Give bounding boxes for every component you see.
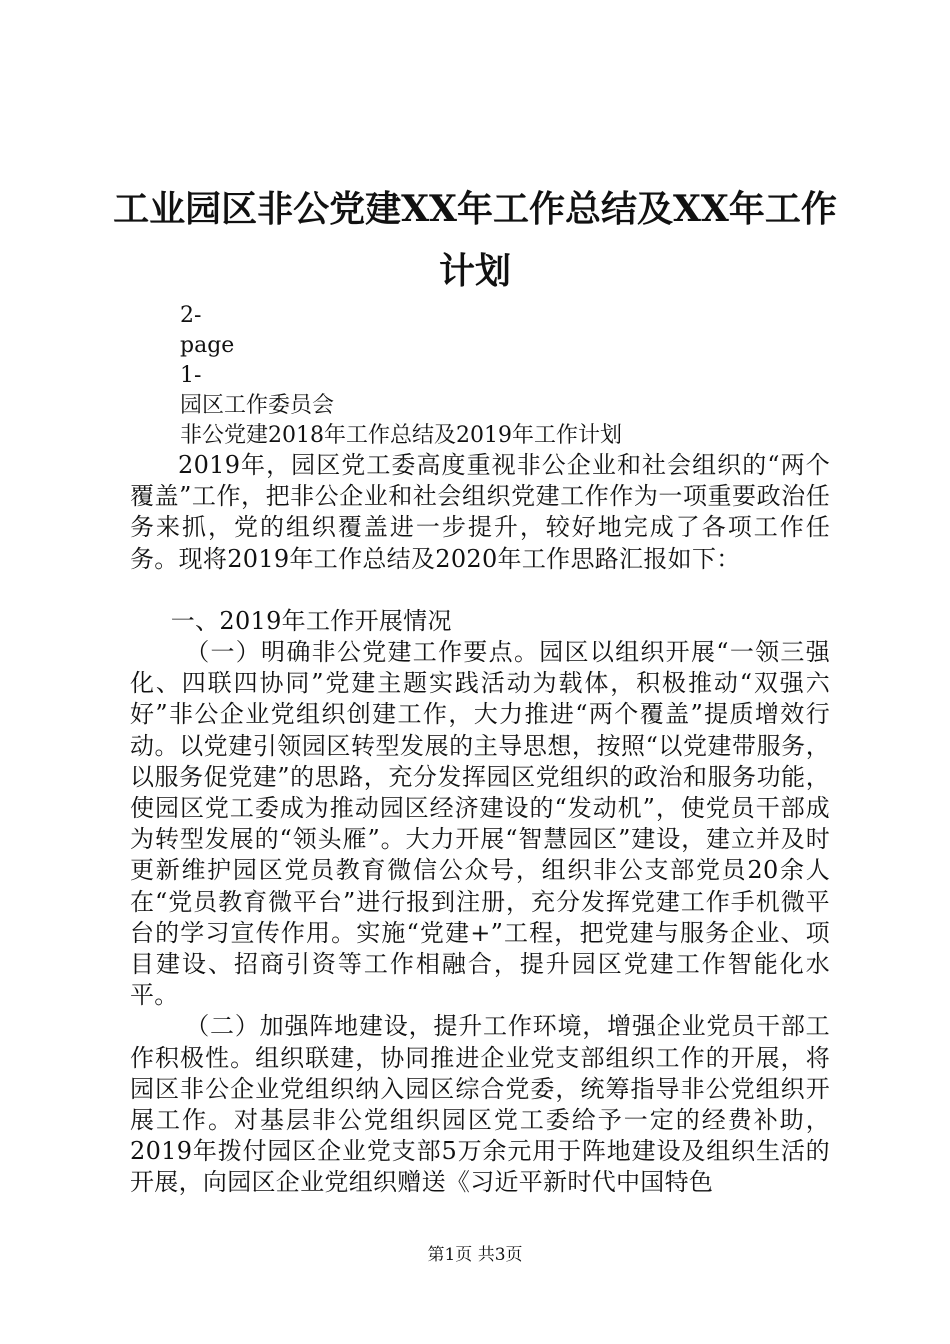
header-line-organization: 园区工作委员会 — [180, 393, 335, 418]
document-title — [0, 178, 950, 302]
header-line-page-number: 2- — [180, 303, 202, 328]
paragraph-intro: 2019年，园区党工委高度重视非公企业和社会组织的“两个覆盖”工作，把非公企业和社会组织党建工作作为一项重要政治任务来抓，党的组织覆盖进一步提升，较好地完成了各项工作任务。现将2019年工作总结及2020年工作思路汇报如下： — [130, 451, 830, 573]
paragraph-point-2: （二）加强阵地建设，提升工作环境，增强企业党员干部工作积极性。组织联建，协同推进企业党支部组织工作的开展，将园区非公企业党组织纳入园区综合党委，统筹指导非公党组织开展工作。对基层非公党组织园区党工委给予一定的经费补助，2019年拨付园区企业党支部5万余元用于阵地建设及组织生活的开展，向园区企业党组织赠送《习近平新时代中国特色 — [130, 1012, 830, 1197]
paragraph-point-1: （一）明确非公党建工作要点。园区以组织开展“一领三强化、四联四协同”党建主题实践活动为载体，积极推动“双强六好”非公企业党组织创建工作，大力推进“两个覆盖”提质增效行动。以党建引领园区转型发展的主导思想，按照“以党建带服务，以服务促党建”的思路，充分发挥园区党组织的政治和服务功能，使园区党工委成为推动园区经济建设的“发动机”，使党员干部成为转型发展的“领头雁”。大力开展“智慧园区”建设，建立并及时更新维护园区党员教育微信公众号，组织非公支部党员20余人在“党员教育微平台”进行报到注册，充分发挥党建工作手机微平台的学习宣传作用。实施“党建+”工程，把党建与服务企业、项目建设、招商引资等工作相融合，提升园区党建工作智能化水平。 — [130, 638, 830, 1010]
header-line-page-index: 1- — [180, 363, 202, 388]
title-line-1: 工业园区非公党建XX年工作总结及XX年工作 — [113, 188, 837, 230]
header-line-subtitle: 非公党建2018年工作总结及2019年工作计划 — [180, 423, 622, 448]
page-footer: 第1页 共3页 — [427, 1245, 523, 1265]
document-body — [130, 450, 830, 1199]
header-line-page-label: page — [180, 333, 235, 358]
title-line-2: 计划 — [438, 250, 511, 292]
section-heading: 一、2019年工作开展情况 — [170, 606, 452, 635]
